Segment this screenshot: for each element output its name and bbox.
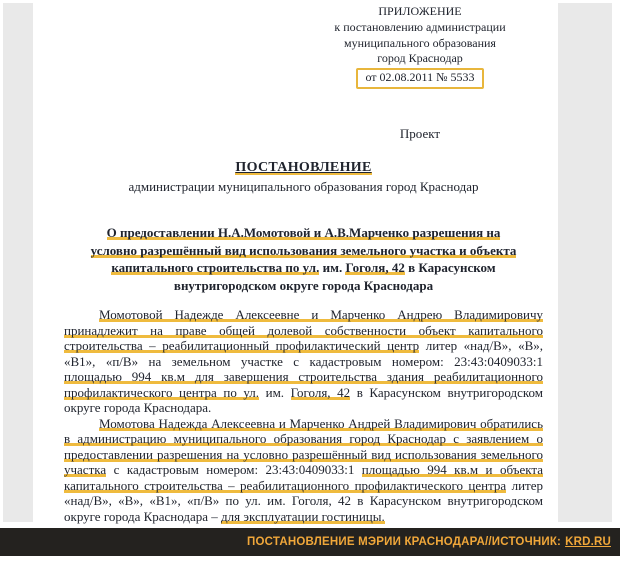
plain-text: с кадастровым номером: 23:43:0409033:1 — [106, 462, 362, 477]
highlighted-text: Момотова Надежда Алексеевна и Марченко Андрей Владимирович обратились в администрацию муниципального образования город Краснодар с заявлением о предоставлении разрешения на условно разрешённый вид использования земельного участка — [64, 415, 543, 477]
highlighted-text: условно разрешённый вид использования земельного участка и объекта — [90, 242, 517, 258]
text-line: город Краснодар — [377, 51, 463, 66]
highlighted-text: площадью 994 кв.м для завершения строительства здания реабилитационного профилактического центра по ул. — [64, 369, 543, 400]
plain-text: в Карасунском — [404, 260, 496, 275]
highlighted-text: площадью 994 кв.м и объекта капитального строительства – реабилитационного профилактического центра — [64, 462, 543, 493]
source-link[interactable]: KRD.RU — [565, 536, 611, 548]
source-bar — [0, 528, 620, 556]
left-margin-strip — [3, 3, 33, 522]
plain-text: литер «над/В», «В», «В1», «п/В» по ул. им. Гоголя, 42 в Карасунском внутригородском округе города Краснодара – — [64, 477, 543, 524]
text-line — [64, 224, 543, 242]
highlighted-text: Момотовой Надежде Алексеевне и Марченко Андрею Владимировичу принадлежит на праве общей долевой собственности объект капитального строительства – реабилитационный профилактический центр — [64, 307, 543, 353]
plain-text: литер «над/В», «В», «В1», «п/В» на земельном участке с кадастровым номером: 23:43:0409033:1 — [64, 338, 543, 369]
plain-text: в Карасунском внутригородском округе города Краснодара. — [64, 384, 543, 415]
text-line — [64, 259, 543, 277]
appendix-lines — [327, 4, 513, 67]
plain-text: внутригородском округе города Краснодара — [173, 277, 434, 293]
paragraph-1 — [64, 307, 543, 416]
appendix-date: от 02.08.2011 № 5533 — [365, 70, 475, 85]
text-line: муниципального образования — [344, 35, 496, 50]
highlighted-text: Гоголя, 42 — [345, 260, 405, 275]
document-title: ПОСТАНОВЛЕНИЕ — [235, 160, 372, 175]
plain-text: им. — [319, 260, 346, 275]
project-label: Проект — [399, 126, 441, 141]
source-caption: ПОСТАНОВЛЕНИЕ МЭРИИ КРАСНОДАРА//ИСТОЧНИК: — [247, 536, 562, 548]
document-body — [64, 160, 543, 524]
decree-heading — [64, 224, 543, 294]
right-margin-strip — [558, 3, 612, 522]
paragraph-2 — [64, 416, 543, 525]
appendix-block — [327, 4, 513, 89]
document-subtitle: администрации муниципального образования город Краснодар — [128, 179, 479, 194]
text-line — [64, 242, 543, 260]
text-line: к постановлению администрации — [334, 19, 506, 34]
text-line: ПРИЛОЖЕНИЕ — [378, 4, 462, 18]
text-line — [64, 277, 543, 295]
appendix-date-box — [356, 68, 483, 89]
plain-text: им. — [259, 384, 291, 400]
highlighted-text: для эксплуатации гостиницы. — [221, 508, 385, 524]
highlighted-text: капитального строительства по ул. — [111, 260, 320, 275]
highlighted-text: Гоголя, 42 — [290, 384, 351, 400]
highlighted-text: О предоставлении Н.А.Момотовой и А.В.Марченко разрешения на — [106, 225, 501, 240]
